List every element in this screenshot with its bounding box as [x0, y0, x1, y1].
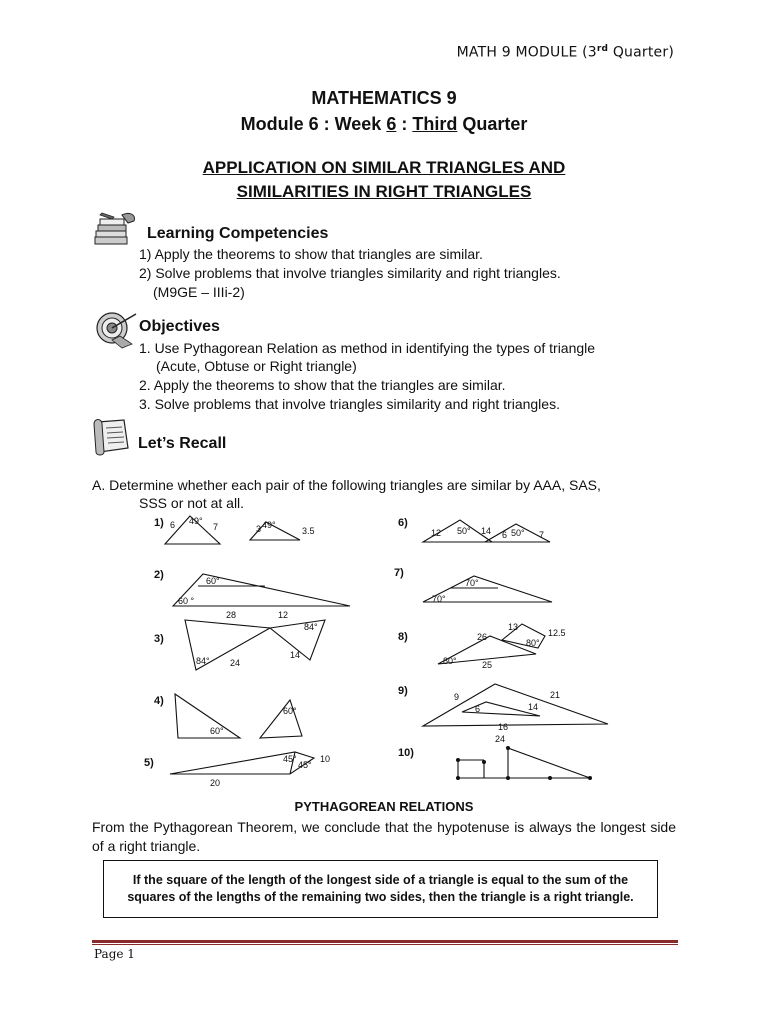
objective-item: 1. Use Pythagorean Relation as method in identifying the types of triangle [139, 340, 596, 356]
question-line2: SSS or not at all. [139, 495, 245, 511]
angle-label: 45° [298, 760, 312, 770]
figure-number: 5) [144, 757, 154, 769]
competency-item: 2) Solve problems that involve triangles similarity and right triangles. [139, 265, 561, 281]
side-label: 6 [502, 530, 508, 540]
lesson-title: APPLICATION ON SIMILAR TRIANGLES AND SIMILARITIES IN RIGHT TRIANGLES [202, 158, 566, 201]
side-label: 12 [431, 528, 442, 538]
figure9-triangle-outer [423, 684, 608, 726]
figure-number: 1) [154, 517, 164, 529]
side-label: 12.5 [548, 628, 566, 638]
side-label: 6 [475, 704, 481, 714]
angle-label: 60° [283, 706, 297, 716]
angle-label: 60° [210, 726, 224, 736]
figure-number: 10) [398, 747, 414, 759]
angle-label: 84° [196, 656, 210, 666]
angle-label: 80° [526, 638, 540, 648]
side-label: 3 [256, 524, 262, 534]
figure-number: 9) [398, 685, 408, 697]
angle-label: 60 ° [178, 596, 195, 606]
figure-number: 2) [154, 569, 164, 581]
side-label: 28 [226, 610, 237, 620]
pythagorean-heading: PYTHAGOREAN RELATIONS [294, 799, 474, 814]
angle-label: 84° [304, 622, 318, 632]
pythagorean-text: From the Pythagorean Theorem, we conclude that the hypotenuse is always the longest side of a right triangle. [92, 819, 676, 854]
angle-label: 45° [283, 754, 297, 764]
footer-rule-thin [92, 944, 678, 945]
figure-number: 7) [394, 567, 404, 579]
competency-code: (M9GE – IIIi-2) [153, 284, 245, 300]
week-value: 6 [386, 114, 397, 134]
module-week-title: Module 6 : Week 6 : Third Quarter [240, 114, 528, 134]
side-label: 26 [477, 632, 488, 642]
side-label: 20 [210, 778, 221, 788]
figure-number: 3) [154, 633, 164, 645]
side-label: 14 [528, 702, 539, 712]
side-label: 13 [508, 622, 519, 632]
angle-label: 80° [443, 656, 457, 666]
angle-label: 70° [465, 578, 479, 588]
figure-number: 8) [398, 631, 408, 643]
quarter-value: Third [412, 114, 458, 134]
target-icon [92, 310, 140, 350]
side-label: 7 [213, 522, 219, 532]
books-icon [92, 209, 140, 249]
figure2-triangle-large [173, 574, 350, 606]
figure-number: 4) [154, 695, 164, 707]
objective-item-continued: (Acute, Obtuse or Right triangle) [156, 358, 357, 374]
objective-item: 2. Apply the theorems to show that the triangles are similar. [139, 377, 506, 393]
side-label: 24 [230, 658, 241, 668]
angle-label: 50° [457, 526, 471, 536]
subject-title: MATHEMATICS 9 [311, 88, 457, 108]
module-header: MATH 9 MODULE (3rd Quarter) [456, 44, 674, 61]
triangle-figures [140, 514, 620, 790]
angle-label: 49° [262, 520, 276, 530]
side-label: 12 [278, 610, 289, 620]
side-label: 25 [482, 660, 493, 670]
side-label: 10 [320, 754, 331, 764]
objective-item: 3. Solve problems that involve triangles similarity and right triangles. [139, 396, 560, 412]
side-label: 16 [498, 722, 509, 732]
angle-label: 49° [189, 516, 203, 526]
scroll-icon [90, 416, 138, 456]
angle-label: 70° [432, 594, 446, 604]
angle-label: 60° [206, 576, 220, 586]
footer-rule [92, 940, 678, 943]
question-line1: A. Determine whether each pair of the following triangles are similar by AAA, SAS, [92, 477, 601, 493]
figure4-triangle-left [175, 694, 240, 738]
competencies-heading: Learning Competencies [147, 225, 329, 242]
side-label: 9 [454, 692, 460, 702]
angle-label: 50° [511, 528, 525, 538]
side-label: 24 [495, 734, 506, 744]
side-label: 3.5 [302, 526, 315, 536]
side-label: 6 [170, 520, 176, 530]
page-number: Page 1 [94, 947, 135, 961]
competency-item: 1) Apply the theorems to show that triangles are similar. [139, 246, 483, 262]
objectives-heading: Objectives [139, 318, 220, 335]
side-label: 14 [481, 526, 492, 536]
figure-number: 6) [398, 517, 408, 529]
side-label: 7 [539, 530, 545, 540]
theorem-box: If the square of the length of the longest side of a triangle is equal to the sum of the squares of the lengths of the remaining two sides, then the triangle is a right triangle. [103, 860, 658, 918]
recall-heading: Let’s Recall [138, 435, 227, 452]
side-label: 14 [290, 650, 301, 660]
side-label: 21 [550, 690, 561, 700]
